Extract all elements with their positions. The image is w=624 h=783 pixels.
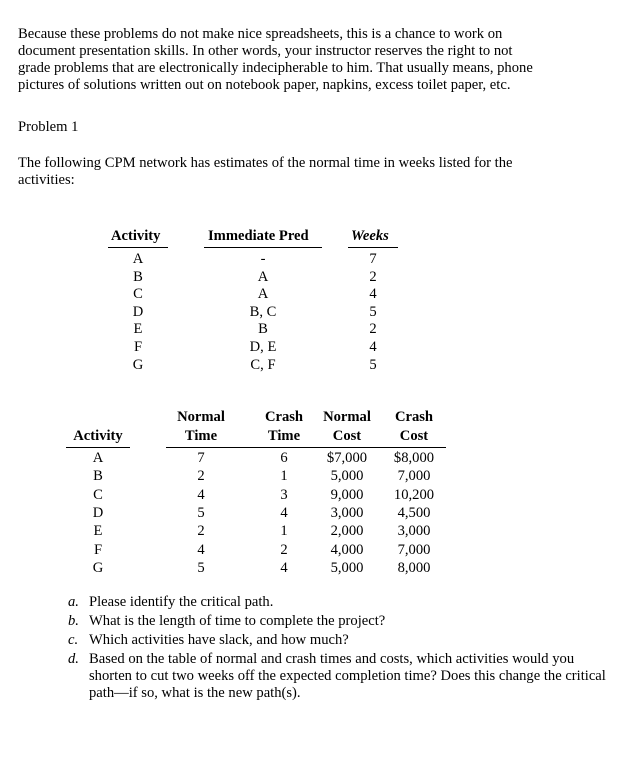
cell-activity: F: [93, 541, 103, 558]
cell-crash-cost: 4,500: [397, 504, 431, 521]
cell-normal-time: 5: [197, 559, 205, 576]
cell-activity: C: [93, 486, 103, 503]
table-row: [66, 542, 446, 560]
cell-activity: D: [92, 504, 104, 521]
cell-activity: G: [92, 559, 104, 576]
header-weeks: Weeks: [351, 228, 389, 244]
cell-crash-time: 2: [280, 541, 288, 558]
table-row: [108, 251, 398, 268]
part-text: Please identify the critical path.: [89, 594, 274, 610]
cell-activity: B: [93, 468, 103, 485]
question-parts: [68, 594, 608, 704]
cell-pred: B, C: [249, 303, 277, 320]
question-part-d: [68, 651, 608, 702]
cell-crash-cost: $8,000: [393, 450, 435, 466]
cell-activity: A: [132, 251, 144, 267]
cell-normal-cost: 2,000: [330, 523, 364, 540]
cell-activity: E: [133, 321, 143, 338]
cell-normal-time: 4: [197, 486, 205, 503]
header-crash-cost-line1: Crash: [394, 409, 434, 425]
cell-normal-time: 2: [197, 468, 205, 485]
cell-normal-time: 4: [197, 541, 205, 558]
cell-activity: C: [133, 286, 143, 303]
part-text: Which activities have slack, and how much?: [89, 632, 349, 648]
cell-normal-cost: 5,000: [330, 468, 364, 485]
table-row: [66, 523, 446, 541]
header-divider: [204, 247, 322, 248]
cell-activity: G: [132, 356, 144, 373]
part-text: What is the length of time to complete the project?: [89, 613, 386, 629]
cell-weeks: 5: [369, 303, 377, 320]
cell-normal-cost: $7,000: [326, 450, 368, 466]
cell-crash-cost: 7,000: [397, 541, 431, 558]
header-divider: [348, 247, 398, 248]
part-letter: a.: [68, 594, 79, 610]
header-normal-cost-line2: Cost: [332, 428, 362, 444]
cell-pred: D, E: [249, 339, 277, 355]
intro-line: pictures of solutions written out on notebook paper, napkins, excess toilet paper, etc.: [18, 77, 511, 93]
cell-activity: F: [133, 339, 143, 355]
cell-crash-time: 6: [280, 450, 288, 466]
header-activity: Activity: [111, 228, 161, 244]
header-crash-cost-line2: Cost: [399, 428, 429, 444]
table-row: [66, 468, 446, 486]
cell-activity: B: [133, 268, 143, 285]
part-letter: b.: [68, 613, 79, 629]
cell-crash-cost: 8,000: [397, 559, 431, 576]
cell-crash-time: 1: [280, 468, 288, 485]
table-row: [108, 357, 398, 374]
header-activity: Activity: [73, 428, 123, 444]
cell-crash-time: 1: [280, 523, 288, 540]
cell-normal-cost: 9,000: [330, 486, 364, 503]
table-row: [108, 286, 398, 303]
table-row: [108, 269, 398, 286]
part-letter: d.: [68, 651, 79, 667]
part-text: Based on the table of normal and crash times and costs, which activities would you shorten to cut two weeks off the expected completion time? Does this change the critical path—if so, what is the new path(s).: [89, 651, 606, 701]
header-divider: [66, 447, 130, 448]
cell-normal-cost: 5,000: [330, 559, 364, 576]
question-part-c: [68, 632, 608, 649]
cell-weeks: 2: [369, 268, 377, 285]
table-row: [108, 304, 398, 321]
cell-weeks: 5: [369, 356, 377, 373]
cell-pred: A: [257, 286, 269, 303]
cell-crash-cost: 3,000: [397, 523, 431, 540]
header-normal-time-line2: Time: [184, 428, 218, 444]
cell-weeks: 7: [369, 251, 377, 267]
cell-activity: D: [132, 303, 144, 320]
cell-crash-time: 3: [280, 486, 288, 503]
problem-title: Problem 1: [18, 119, 79, 135]
part-letter: c.: [68, 632, 79, 648]
question-part-b: [68, 613, 608, 630]
table-row: [66, 505, 446, 523]
question-line: activities:: [18, 172, 75, 188]
cell-pred: -: [260, 251, 266, 267]
cell-normal-time: 2: [197, 523, 205, 540]
cell-weeks: 4: [369, 339, 377, 355]
cell-pred: B: [258, 321, 268, 338]
cell-normal-cost: 3,000: [330, 504, 364, 521]
cell-activity: E: [93, 523, 103, 540]
question-part-a: [68, 594, 608, 611]
table-row: [66, 450, 446, 468]
table-row: [108, 321, 398, 338]
intro-line: Because these problems do not make nice spreadsheets, this is a chance to work on: [18, 26, 503, 42]
cell-normal-time: 5: [197, 504, 205, 521]
cell-pred: A: [257, 268, 269, 285]
header-crash-time-line1: Crash: [264, 409, 304, 425]
header-divider: [166, 447, 446, 448]
cell-crash-cost: 10,200: [393, 486, 435, 503]
cell-crash-cost: 7,000: [397, 468, 431, 485]
header-normal-cost-line1: Normal: [323, 409, 371, 425]
cell-crash-time: 4: [280, 504, 288, 521]
header-immediate-pred: Immediate Pred: [208, 228, 309, 244]
table-row: [66, 487, 446, 505]
header-divider: [108, 247, 168, 248]
intro-paragraph: [18, 26, 613, 94]
cell-crash-time: 4: [280, 559, 288, 576]
intro-line: document presentation skills. In other words, your instructor reserves the right to not: [18, 43, 513, 59]
cell-pred: C, F: [250, 356, 276, 373]
header-normal-time-line1: Normal: [177, 409, 225, 425]
cell-weeks: 2: [369, 321, 377, 338]
table-row: [66, 560, 446, 578]
cell-activity: A: [92, 450, 104, 466]
cell-weeks: 4: [369, 286, 377, 303]
cell-normal-cost: 4,000: [330, 541, 364, 558]
table-row: [108, 339, 398, 356]
question-text: [18, 155, 512, 189]
cell-normal-time: 7: [197, 450, 205, 466]
header-crash-time-line2: Time: [267, 428, 301, 444]
intro-line: grade problems that are electronically indecipherable to him. That usually means, phone: [18, 60, 533, 76]
question-line: The following CPM network has estimates of the normal time in weeks listed for the: [18, 155, 513, 171]
